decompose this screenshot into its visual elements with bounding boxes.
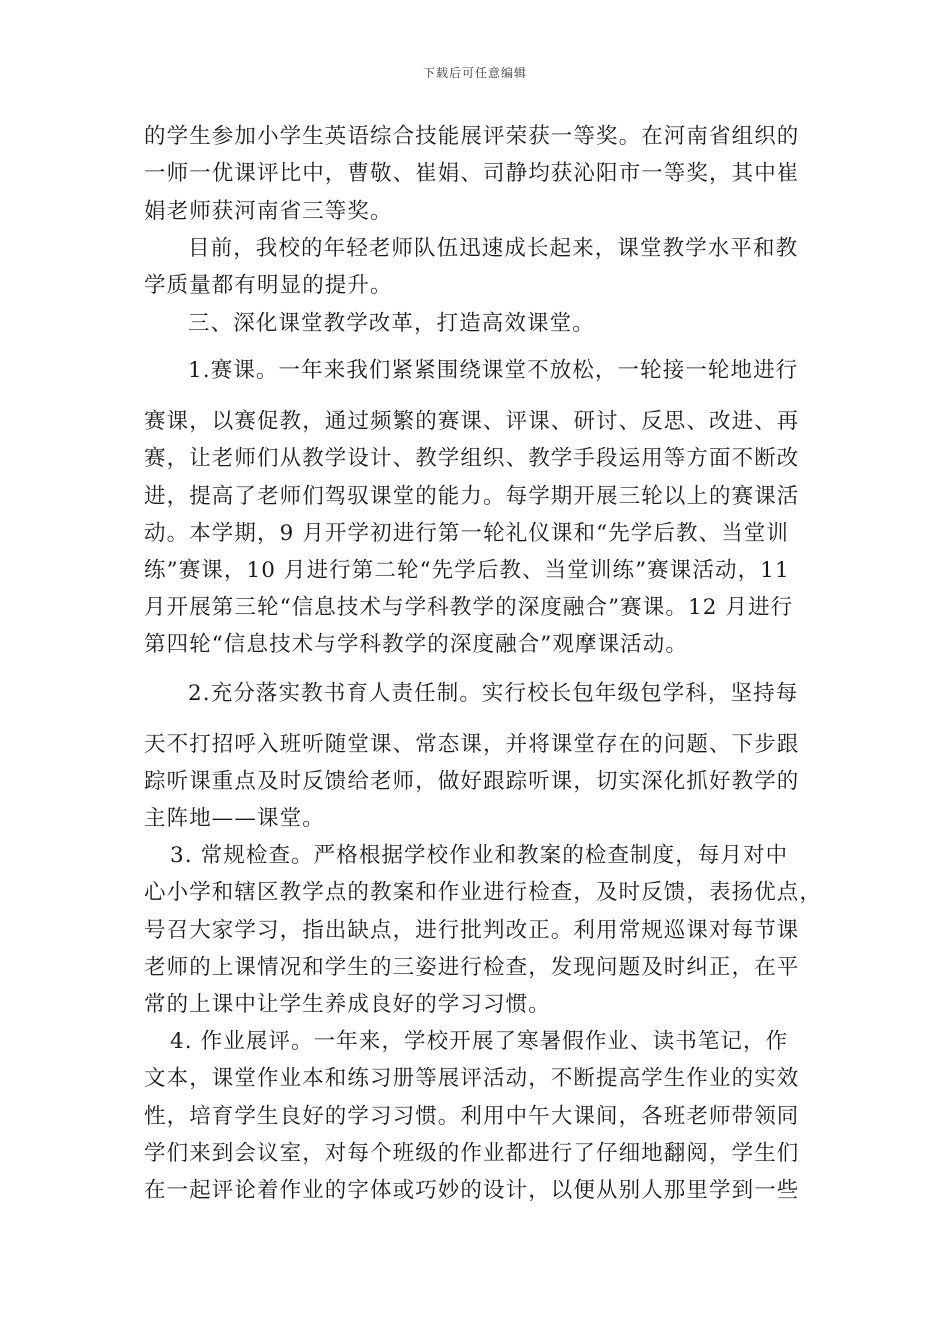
- text-line: 月开展第三轮“信息技术与学科教学的深度融合”赛课。12 月进行: [144, 595, 794, 620]
- page-header: 下载后可任意编辑: [422, 66, 527, 80]
- text-line: 学质量都有明显的提升。: [144, 273, 393, 298]
- text-line: 3. 常规检查。严格根据学校作业和教案的检查制度，每月对中: [170, 843, 789, 868]
- text-line: 进，提高了老师们驾驭课堂的能力。每学期开展三轮以上的赛课活: [144, 484, 800, 509]
- text-line: 目前，我校的年轻老师队伍迅速成长起来，课堂教学水平和教: [188, 236, 799, 261]
- text-line: 天不打招呼入班听随堂课、常态课，并将课堂存在的问题、下步跟: [144, 732, 800, 757]
- text-line: 踪听课重点及时反馈给老师，做好跟踪听课，切实深化抓好教学的: [144, 769, 800, 794]
- text-line: 赛，让老师们从教学设计、教学组织、教学手段运用等方面不断改: [144, 446, 800, 471]
- text-line: 动。本学期，9 月开学初进行第一轮礼仪课和“先学后教、当堂训: [144, 521, 790, 546]
- text-line: 练”赛课，10 月进行第二轮“先学后教、当堂训练”赛课活动，11: [144, 558, 790, 583]
- text-line: 老师的上课情况和学生的三姿进行检查，发现问题及时纠正，在平: [144, 955, 800, 980]
- text-line: 的学生参加小学生英语综合技能展评荣获一等奖。在河南省组织的: [144, 124, 800, 149]
- text-line: 号召大家学习，指出缺点，进行批判改正。利用常规巡课对每节课: [144, 918, 800, 943]
- text-line: 一师一优课评比中，曹敬、崔娟、司静均获沁阳市一等奖，其中崔: [144, 161, 800, 186]
- text-line: 4. 作业展评。一年来，学校开展了寒暑假作业、读书笔记，作: [170, 1029, 789, 1054]
- section-heading: 三、深化课堂教学改革，打造高效课堂。: [188, 311, 595, 336]
- text-line: 2.充分落实教书育人责任制。实行校长包年级包学科，坚持每: [188, 681, 799, 706]
- text-line: 性，培育学生良好的学习习惯。利用中午大课间，各班老师带领同: [144, 1104, 800, 1129]
- text-line: 学们来到会议室，对每个班级的作业都进行了仔细地翻阅，学生们: [144, 1141, 800, 1166]
- text-line: 心小学和辖区教学点的教案和作业进行检查，及时反馈，表扬优点，: [144, 880, 823, 905]
- text-line: 常的上课中让学生养成良好的学习习惯。: [144, 992, 551, 1017]
- text-line: 在一起评论着作业的字体或巧妙的设计，以便从别人那里学到一些: [144, 1178, 800, 1203]
- text-line: 第四轮“信息技术与学科教学的深度融合”观摩课活动。: [144, 632, 688, 657]
- text-line: 主阵地——课堂。: [144, 806, 325, 831]
- text-line: 文本，课堂作业本和练习册等展评活动，不断提高学生作业的实效: [144, 1066, 800, 1091]
- text-line: 1.赛课。一年来我们紧紧围绕课堂不放松，一轮接一轮地进行: [188, 358, 799, 383]
- text-line: 赛课，以赛促教，通过频繁的赛课、评课、研讨、反思、改进、再: [144, 409, 800, 434]
- text-line: 娟老师获河南省三等奖。: [144, 199, 393, 224]
